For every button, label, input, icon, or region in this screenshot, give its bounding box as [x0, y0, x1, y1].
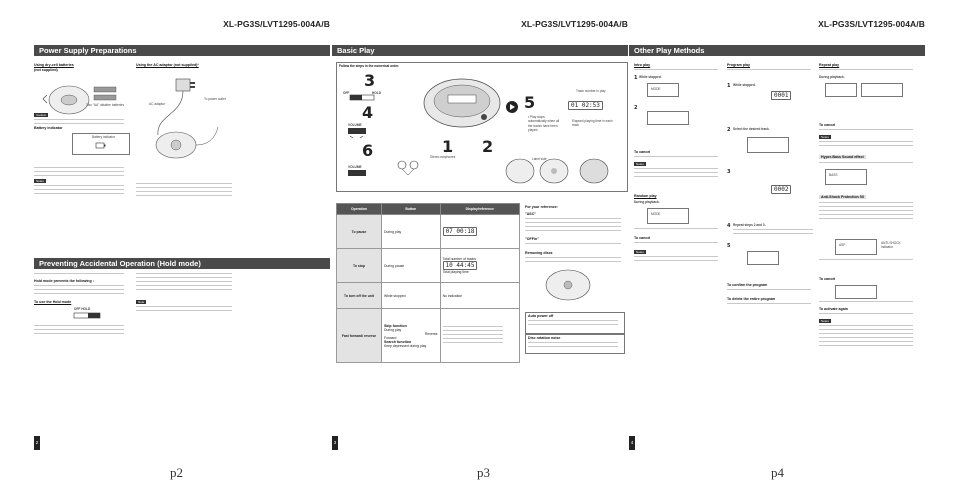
ac-adaptor-heading: Using the AC adaptor (not supplied)*	[136, 63, 199, 67]
stop-lcd: 10 44:45	[443, 261, 478, 270]
intro-notes: Notes	[636, 162, 644, 166]
col-button: Button	[382, 204, 441, 215]
disc-removal-illustration	[544, 267, 594, 303]
pause-lcd: 07 00:18	[443, 227, 478, 236]
volume-label: VOLUME	[348, 123, 362, 127]
hold-label: HOLD	[372, 91, 382, 95]
volume-dial-icon-2	[348, 170, 368, 180]
program-repeat-steps: Repeat steps 2 and 3.	[733, 223, 766, 227]
skip-button-cell: Skip function During play Reverse Forward Search function Keep depressed during play.	[382, 309, 441, 363]
program-step-5: 5	[727, 243, 731, 249]
reference-offin: "OFFin"	[525, 237, 539, 241]
random-mode-label: MODE	[651, 212, 661, 216]
intro-step-1: 1	[634, 75, 638, 81]
op-turn-off: To turn off the unit	[337, 283, 382, 309]
op-pause: To pause	[337, 215, 382, 249]
bass-button-label: BASS	[829, 173, 838, 177]
battery-icon	[96, 143, 106, 149]
off-display-cell: No indication	[440, 283, 519, 309]
random-play-heading: Random play	[634, 194, 657, 198]
program-lcd-1: 0001	[771, 91, 791, 100]
hold-mode-intro: Hold mode prevents the following :	[34, 279, 94, 283]
removing-discs-heading: Removing discs	[525, 251, 553, 255]
repeat-cancel: To cancel	[819, 123, 836, 127]
follow-steps-text: Follow the steps in the numerical order.	[339, 64, 400, 68]
power-supply-title: Power Supply Preparations	[34, 45, 330, 56]
operations-table	[336, 203, 520, 363]
ac-adaptor-illustration	[146, 75, 266, 165]
battery-indicator-figure-label: Battery indicator	[92, 135, 116, 139]
program-select-track: Select the desired track.	[733, 127, 770, 131]
anti-shock-indicator-label: ANTI-SHOCK indicator	[881, 241, 901, 250]
repeat-during-play: During playback.	[819, 75, 845, 79]
step-4: 4	[362, 103, 374, 122]
page-2	[34, 15, 330, 450]
anti-shock-heading: Anti-Shock Protection 5X	[821, 195, 865, 199]
intro-mode-label: MODE	[651, 87, 661, 91]
ac-adaptor-label: AC adaptor	[149, 102, 166, 106]
notes-label: Notes	[36, 179, 44, 183]
page-4	[629, 15, 925, 450]
program-step-2: 2	[727, 127, 731, 133]
label-side-label: Label side	[532, 157, 547, 161]
auto-power-off-heading: Auto power off	[528, 314, 554, 318]
random-cancel: To cancel	[634, 236, 651, 240]
intro-play-heading: Intro play	[634, 63, 651, 67]
stereo-earphones-label: Stereo earphones	[430, 155, 456, 159]
volume-dial-icon	[348, 128, 368, 138]
off-button-cell: While stopped	[382, 283, 441, 309]
intro-cancel: To cancel	[634, 150, 651, 154]
reference-asc: "ASC"	[525, 212, 536, 216]
model-number-p4: XL-PG3S/LVT1295-004A/B	[818, 19, 925, 29]
hold-switch-label: OFF HOLD	[74, 307, 91, 311]
page-number-4: 4	[629, 436, 635, 450]
program-step-3: 3	[727, 169, 731, 175]
random-notes: Notes	[636, 250, 644, 254]
repeat-notes: Notes	[821, 135, 829, 139]
play-lcd-display: 01 02:53	[568, 101, 603, 110]
step-3: 3	[364, 71, 376, 90]
page-label-p2: p2	[170, 465, 183, 480]
program-lcd-2: 0002	[771, 185, 791, 194]
batteries-heading: Using dry-cell batteries	[34, 63, 74, 67]
disc-insert-illustration	[502, 155, 612, 187]
step-5: 5	[524, 93, 536, 112]
col-operation: Operation	[337, 204, 382, 215]
battery-indicator-heading: Battery indicator	[34, 126, 63, 130]
program-play-heading: Program play	[727, 63, 750, 67]
step-1: 1	[442, 137, 454, 156]
hold-mode-title: Preventing Accidental Operation (Hold mode)	[34, 258, 330, 269]
play-button-icon	[506, 101, 518, 113]
activate-again: To activate again	[819, 307, 848, 311]
pause-display-cell	[440, 215, 519, 249]
program-step-1: 1	[727, 83, 731, 89]
use-hold-heading: To use the Hold mode	[34, 300, 72, 304]
anti-shock-cancel: To cancel	[819, 277, 836, 281]
page-number-2: 2	[34, 436, 40, 450]
hyper-bass-heading: Hyper-Bass Sound effect	[821, 155, 864, 159]
model-number-p3: XL-PG3S/LVT1295-004A/B	[521, 19, 628, 29]
power-outlet-label: To power outlet	[204, 97, 226, 101]
reference-heading: For your reference:	[525, 205, 558, 209]
off-label: OFF	[343, 91, 350, 95]
page-3	[332, 15, 628, 450]
intro-step-2: 2	[634, 105, 638, 111]
volume-label-2: VOLUME	[348, 165, 362, 169]
cd-player-illustration	[422, 73, 512, 133]
step-6: 6	[362, 141, 374, 160]
hold-switch-icon	[74, 313, 102, 319]
play-stop-note: • Play stops automatically when all the tracks have been played.	[528, 115, 560, 133]
page-label-p3: p3	[477, 465, 490, 480]
model-number: XL-PG3S/LVT1295-004A/B	[223, 19, 330, 29]
random-during-play: During playback.	[634, 200, 660, 204]
note-label: Note	[138, 300, 145, 304]
col-display: Display/reference	[440, 204, 519, 215]
caution-label: Caution	[36, 113, 47, 117]
other-play-title: Other Play Methods	[629, 45, 925, 56]
battery-illustration	[39, 75, 129, 120]
step-2: 2	[482, 137, 494, 156]
program-confirm: To confirm the program	[727, 283, 768, 287]
skip-display-cell	[440, 309, 519, 363]
disc-rotation-heading: Disc rotation noise	[528, 336, 561, 340]
pause-button-cell: During play	[382, 215, 441, 249]
asp-button-label: ASP	[839, 243, 846, 247]
basic-play-title: Basic Play	[332, 45, 628, 56]
stop-display-cell: Total number of tracks 10 44:45 Total playing time	[440, 249, 519, 283]
page-label-p4: p4	[771, 465, 784, 480]
earphones-icon	[394, 159, 424, 177]
stop-button-cell: During pause	[382, 249, 441, 283]
repeat-play-heading: Repeat play	[819, 63, 840, 67]
op-stop: To stop	[337, 249, 382, 283]
page-number-3: 3	[332, 436, 338, 450]
op-fast-forward: Fast forward/ reverse	[337, 309, 382, 363]
program-step-4: 4	[727, 223, 731, 229]
batteries-subheading: (not supplied)	[34, 68, 58, 72]
program-while-stopped: While stopped.	[733, 83, 756, 87]
batteries-figure-label: Two "AA" alkaline batteries	[86, 103, 125, 107]
anti-shock-notes: Notes	[821, 319, 829, 323]
track-number-label: Track number in play	[576, 89, 606, 93]
elapsed-time-label: Elapsed playing time in each track	[572, 119, 613, 128]
program-delete: To delete the entire program	[727, 297, 776, 301]
intro-while-stopped: While stopped.	[639, 75, 662, 79]
hold-slider-icon	[350, 95, 376, 101]
